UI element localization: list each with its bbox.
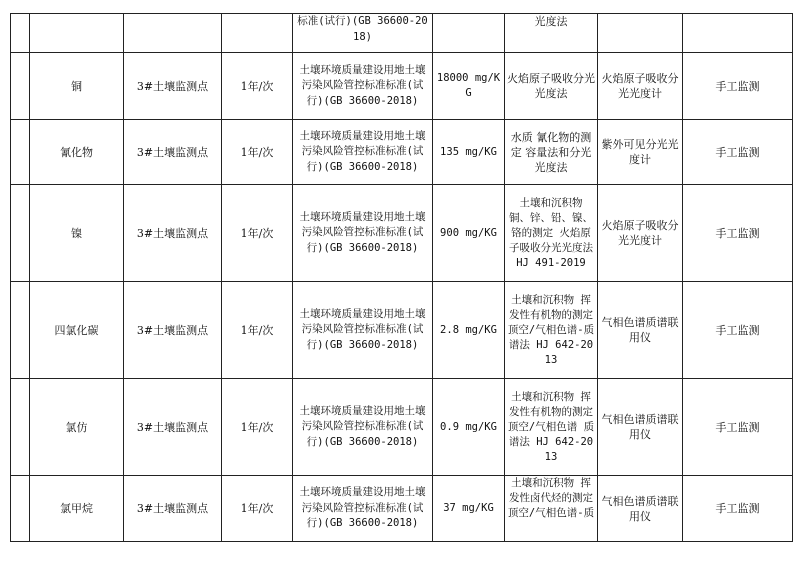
frequency-cell: 1年/次: [222, 282, 293, 379]
method-cell: 土壤和沉积物 挥发性卤代烃的测定 顶空/气相色谱-质: [505, 476, 598, 542]
mode-cell: 手工监测: [683, 120, 793, 185]
limit-cell: 900 mg/KG: [433, 185, 505, 282]
method-cell: 水质 氰化物的测定 容量法和分光光度法: [505, 120, 598, 185]
table-row: [11, 379, 793, 476]
mode-cell: 手工监测: [683, 53, 793, 120]
table-row: [11, 14, 793, 53]
point-cell: 3#土壤监测点: [124, 282, 222, 379]
limit-cell: 135 mg/KG: [433, 120, 505, 185]
item-cell: [30, 14, 124, 53]
limit-cell: 37 mg/KG: [433, 476, 505, 542]
point-cell: [124, 14, 222, 53]
row-margin-cell: [11, 476, 30, 542]
table-row: [11, 282, 793, 379]
point-cell: 3#土壤监测点: [124, 379, 222, 476]
standard-cell: 标准(试行)(GB 36600-2018): [293, 14, 433, 53]
frequency-cell: [222, 14, 293, 53]
method-cell: 火焰原子吸收分光光度法: [505, 53, 598, 120]
frequency-cell: 1年/次: [222, 185, 293, 282]
point-cell: 3#土壤监测点: [124, 185, 222, 282]
table-row: [11, 185, 793, 282]
item-cell: 氯甲烷: [30, 476, 124, 542]
standard-cell: 土壤环境质量建设用地土壤污染风险管控标准标准(试行)(GB 36600-2018): [293, 476, 433, 542]
row-margin-cell: [11, 379, 30, 476]
table-row: [11, 476, 793, 542]
limit-cell: 0.9 mg/KG: [433, 379, 505, 476]
table-row: [11, 120, 793, 185]
limit-cell: [433, 14, 505, 53]
frequency-cell: 1年/次: [222, 379, 293, 476]
table-row: [11, 53, 793, 120]
method-cell: 光度法: [505, 14, 598, 53]
row-margin-cell: [11, 53, 30, 120]
frequency-cell: 1年/次: [222, 120, 293, 185]
mode-cell: 手工监测: [683, 476, 793, 542]
instrument-cell: 气相色谱质谱联用仪: [598, 282, 683, 379]
frequency-cell: 1年/次: [222, 476, 293, 542]
point-cell: 3#土壤监测点: [124, 120, 222, 185]
limit-cell: 18000 mg/KG: [433, 53, 505, 120]
mode-cell: 手工监测: [683, 379, 793, 476]
instrument-cell: 气相色谱质谱联用仪: [598, 379, 683, 476]
instrument-cell: 火焰原子吸收分光光度计: [598, 185, 683, 282]
standard-cell: 土壤环境质量建设用地土壤污染风险管控标准标准(试行)(GB 36600-2018): [293, 282, 433, 379]
mode-cell: 手工监测: [683, 282, 793, 379]
point-cell: 3#土壤监测点: [124, 53, 222, 120]
method-cell: 土壤和沉积物 挥发性有机物的测定 顶空/气相色谱 质谱法 HJ 642-2013: [505, 379, 598, 476]
row-margin-cell: [11, 120, 30, 185]
point-cell: 3#土壤监测点: [124, 476, 222, 542]
standard-cell: 土壤环境质量建设用地土壤污染风险管控标准标准(试行)(GB 36600-2018): [293, 185, 433, 282]
standard-cell: 土壤环境质量建设用地土壤污染风险管控标准标准(试行)(GB 36600-2018): [293, 120, 433, 185]
item-cell: 氯仿: [30, 379, 124, 476]
item-cell: 铜: [30, 53, 124, 120]
item-cell: 四氯化碳: [30, 282, 124, 379]
monitoring-table: [10, 13, 793, 542]
instrument-cell: [598, 14, 683, 53]
instrument-cell: 火焰原子吸收分光光度计: [598, 53, 683, 120]
instrument-cell: 气相色谱质谱联用仪: [598, 476, 683, 542]
row-margin-cell: [11, 282, 30, 379]
standard-cell: 土壤环境质量建设用地土壤污染风险管控标准标准(试行)(GB 36600-2018): [293, 53, 433, 120]
row-margin-cell: [11, 185, 30, 282]
mode-cell: [683, 14, 793, 53]
item-cell: 镍: [30, 185, 124, 282]
mode-cell: 手工监测: [683, 185, 793, 282]
method-cell: 土壤和沉积物 挥发性有机物的测定 顶空/气相色谱-质谱法 HJ 642-2013: [505, 282, 598, 379]
instrument-cell: 紫外可见分光光度计: [598, 120, 683, 185]
item-cell: 氰化物: [30, 120, 124, 185]
method-cell: 土壤和沉积物 铜、锌、铅、镍、铬的测定 火焰原子吸收分光光度法 HJ 491-2019: [505, 185, 598, 282]
standard-cell: 土壤环境质量建设用地土壤污染风险管控标准标准(试行)(GB 36600-2018): [293, 379, 433, 476]
row-margin-cell: [11, 14, 30, 53]
limit-cell: 2.8 mg/KG: [433, 282, 505, 379]
frequency-cell: 1年/次: [222, 53, 293, 120]
